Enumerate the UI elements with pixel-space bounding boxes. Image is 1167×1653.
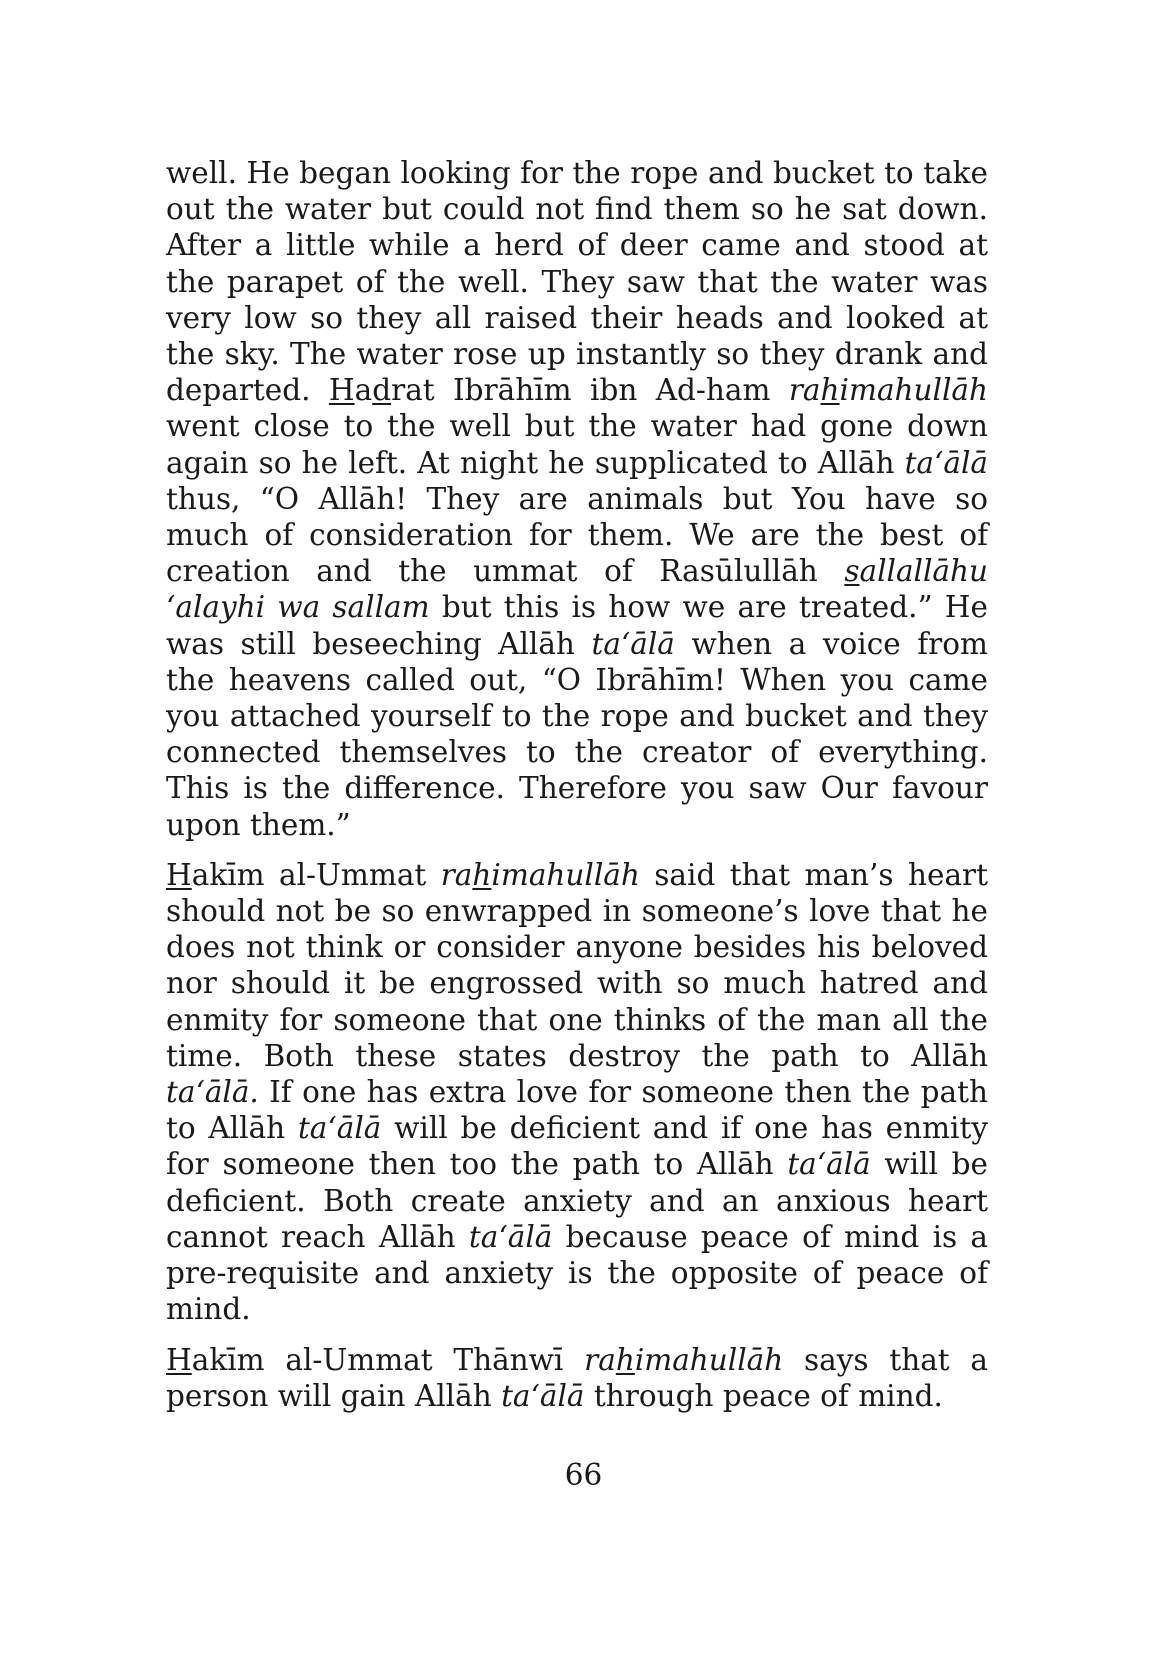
paragraph [166, 1342, 988, 1414]
text-segment: said that man’s heart should not be so enwrapped in someone’s love that he does not think or consider anyone besides his beloved nor should it be engrossed with so much hatred and enmity for someone that one thinks of the man all the time. Both these states destroy the path to Allāh [166, 857, 988, 1073]
text-segment: but this is how we are treated.” He was still beseeching Allāh [166, 590, 988, 661]
text-segment: through peace of mind. [584, 1378, 943, 1413]
page-number: 66 [564, 1458, 603, 1492]
text-segment: If one has extra love for someone then the path to Allāh [166, 1075, 988, 1146]
text-segment: imahullāh [839, 373, 988, 408]
text-segment: allallāhu ‘alayhi wa sallam [166, 554, 988, 625]
text-segment: ta‘ālā. [166, 1075, 259, 1110]
paragraph [166, 155, 988, 843]
text-segment: ra [440, 857, 473, 892]
text-segment: H [166, 857, 192, 892]
text-segment: h [472, 857, 492, 892]
text-segment: when a voice from the heavens called out, “O Ibrāhīm! When you came you attached yourself to the rope and bucket and they connected themselves to the creator of everything. This is the difference. Therefore you saw Our favour upon them.” [166, 626, 988, 842]
text-segment: ta‘ālā [501, 1378, 585, 1413]
text-segment: H [166, 1342, 192, 1377]
book-page-body [166, 155, 988, 1428]
text-segment: will be deficient and if one has enmity for someone then too the path to Allāh [166, 1111, 988, 1182]
text-segment: H [328, 373, 355, 408]
text-segment: rat Ibrāhīm ibn Ad-ham [391, 373, 789, 408]
text-segment: h [820, 373, 840, 408]
text-segment: h [615, 1342, 635, 1377]
text-segment: akīm al-Ummat Thānwī [191, 1342, 585, 1377]
text-segment: akīm al-Ummat [191, 857, 441, 892]
text-segment: ta‘ālā [468, 1219, 553, 1254]
text-segment: ta‘ālā [787, 1147, 871, 1182]
paragraph [166, 857, 988, 1328]
text-segment: thus, “O Allāh! They are animals but You have so much of consideration for them. We are the best of creation and the ummat of Rasūlullāh [166, 481, 988, 589]
text-segment: s [844, 554, 860, 589]
text-segment: ta‘ālā [591, 626, 675, 661]
text-segment: ra [788, 373, 821, 408]
text-segment: went close to the well but the water had gone down again so he left. At night he supplicated to Allāh [166, 409, 988, 480]
text-segment: well. He began looking for the rope and bucket to take out the water but could not find them so he sat down. After a little while a herd of deer came and stood at the parapet of the well. They saw that the water was very low so they all raised their heads and looked at the sky. The water rose up instantly so they drank and departed. [166, 156, 988, 408]
text-segment: imahullāh [634, 1342, 784, 1377]
text-segment: ra [584, 1342, 616, 1377]
text-segment: imahullāh [491, 857, 640, 892]
text-segment: says that a person will gain Allāh [166, 1342, 988, 1413]
text-segment: ta‘ālā [904, 445, 988, 480]
text-segment: ta‘ālā [297, 1111, 382, 1146]
text-segment: a [354, 373, 373, 408]
text-segment: because peace of mind is a pre-requisite and anxiety is the opposite of peace of mind. [166, 1219, 988, 1327]
text-segment: will be deficient. Both create anxiety and an anxious heart cannot reach Allāh [166, 1147, 988, 1254]
text-segment: d [372, 373, 392, 408]
